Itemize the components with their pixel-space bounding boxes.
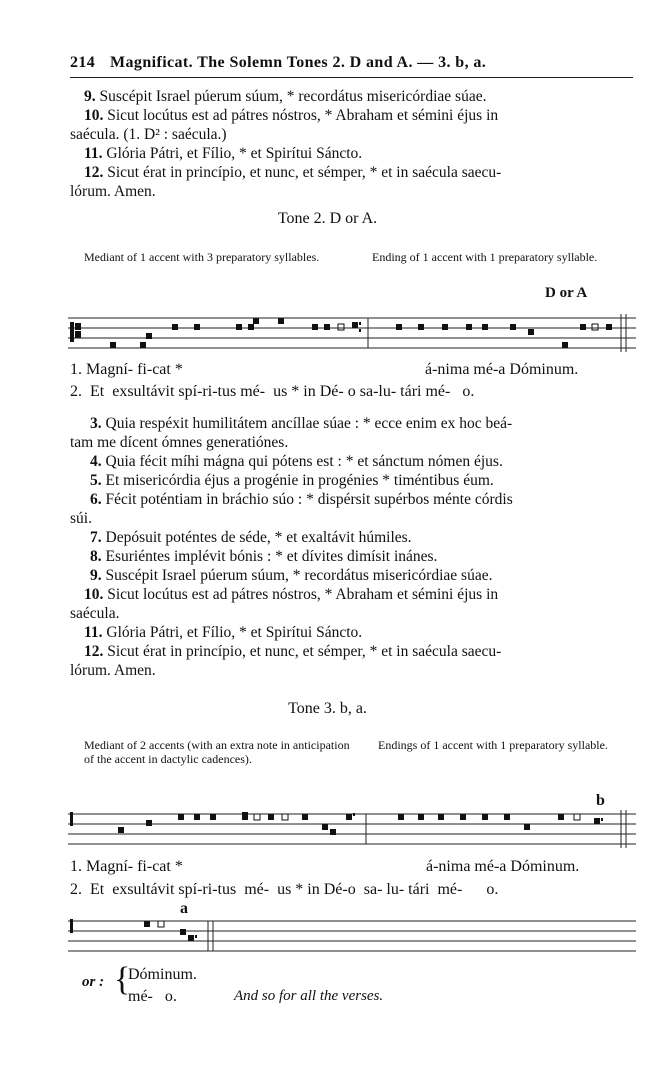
- verse-line: 11. Glória Pátri, et Fílio, * et Spirítui Sáncto.: [84, 145, 363, 162]
- verse-line: tam me dícent ómnes generatiónes.: [70, 434, 289, 451]
- tone2-heading: Tone 2. D or A.: [277, 210, 378, 227]
- verse-line: 5. Et misericórdia éjus a progénie in progénies * timéntibus éum.: [90, 472, 494, 489]
- tone3-heading: Tone 3. b, a.: [288, 700, 367, 717]
- tone2-lyric-2: 2. Et exsultávit spí-ri-tus mé- us * in Dé- o sa-lu- tári mé- o.: [70, 383, 475, 400]
- verse-line: 3. Quia respéxit humilitátem ancíllae súae : * ecce enim ex hoc beá-: [90, 415, 513, 432]
- tone3-mediant-note: Mediant of 2 accents (with an extra note in anticipation of the accent in dactylic cadences).: [84, 738, 350, 766]
- tone2-ending-note: Ending of 1 accent with 1 preparatory syllable.: [372, 250, 598, 264]
- tone2-lyric-1-left: 1. Magní- fi-cat *: [70, 361, 183, 378]
- tone3-lyric-1-left: 1. Magní- fi-cat *: [70, 858, 183, 875]
- verse-line: 8. Esuriéntes implévit bónis : * et dívites dimísit inánes.: [90, 548, 438, 565]
- header-title: Magnificat. The Solemn Tones 2. D and A. — 3. b, a.: [110, 54, 487, 71]
- verse-line: 10. Sicut locútus est ad pátres nóstros, * Abraham et sémini éjus in: [84, 107, 499, 124]
- tone2-ending-label: D or A: [545, 285, 588, 301]
- tone2-lyric-1-right: á-nima mé-a Dóminum.: [425, 361, 579, 378]
- verse-line: 10. Sicut locútus est ad pátres nóstros, * Abraham et sémini éjus in: [84, 586, 499, 603]
- tone3-staff-1: [68, 810, 636, 852]
- verse-line: lórum. Amen.: [70, 662, 156, 679]
- tone3-ending-note: Endings of 1 accent with 1 preparatory syllable.: [378, 738, 608, 752]
- verse-line: saécula.: [70, 605, 120, 622]
- verse-line: 4. Quia fécit míhi mágna qui pótens est : * et sánctum nómen éjus.: [90, 453, 503, 470]
- brace-icon: {: [114, 961, 131, 998]
- verse-line: 12. Sicut érat in princípio, et nunc, et sémper, * et in saécula saecu-: [84, 643, 502, 660]
- header-rule: [70, 77, 633, 78]
- verse-line: lórum. Amen.: [70, 183, 156, 200]
- verse-line: 6. Fécit poténtiam in bráchio súo : * dispérsit supérbos ménte córdis: [90, 491, 513, 508]
- or-line-2: mé- o.: [128, 988, 177, 1005]
- verse-line: saécula. (1. D² : saécula.): [70, 126, 227, 143]
- verse-line: 9. Suscépit Israel púerum súum, * recordátus misericórdiae súae.: [84, 88, 487, 105]
- footer-note: And so for all the verses.: [234, 988, 384, 1004]
- tone2-staff: [68, 314, 636, 356]
- tone3-staff-2: [68, 917, 636, 959]
- verse-line: 12. Sicut érat in princípio, et nunc, et sémper, * et in saécula saecu-: [84, 164, 502, 181]
- verse-line: súi.: [70, 510, 92, 527]
- verse-line: 11. Glória Pátri, et Fílio, * et Spirítui Sáncto.: [84, 624, 363, 641]
- running-header: [70, 54, 630, 72]
- or-line-1: Dóminum.: [128, 966, 197, 983]
- tone2-mediant-note: Mediant of 1 accent with 3 preparatory syllables.: [84, 250, 320, 264]
- page-number: 214: [70, 54, 96, 71]
- or-label: or :: [82, 974, 105, 990]
- tone3-ending-a-label: a: [180, 900, 188, 917]
- tone3-lyric-1-right: á-nima mé-a Dóminum.: [426, 858, 580, 875]
- tone3-lyric-2: 2. Et exsultávit spí-ri-tus mé- us * in Dé-o sa- lu- tári mé- o.: [70, 881, 499, 898]
- verse-line: 7. Depósuit poténtes de séde, * et exaltávit húmiles.: [90, 529, 412, 546]
- tone3-ending-b-label: b: [596, 792, 605, 809]
- verse-line: 9. Suscépit Israel púerum súum, * recordátus misericórdiae súae.: [90, 567, 493, 584]
